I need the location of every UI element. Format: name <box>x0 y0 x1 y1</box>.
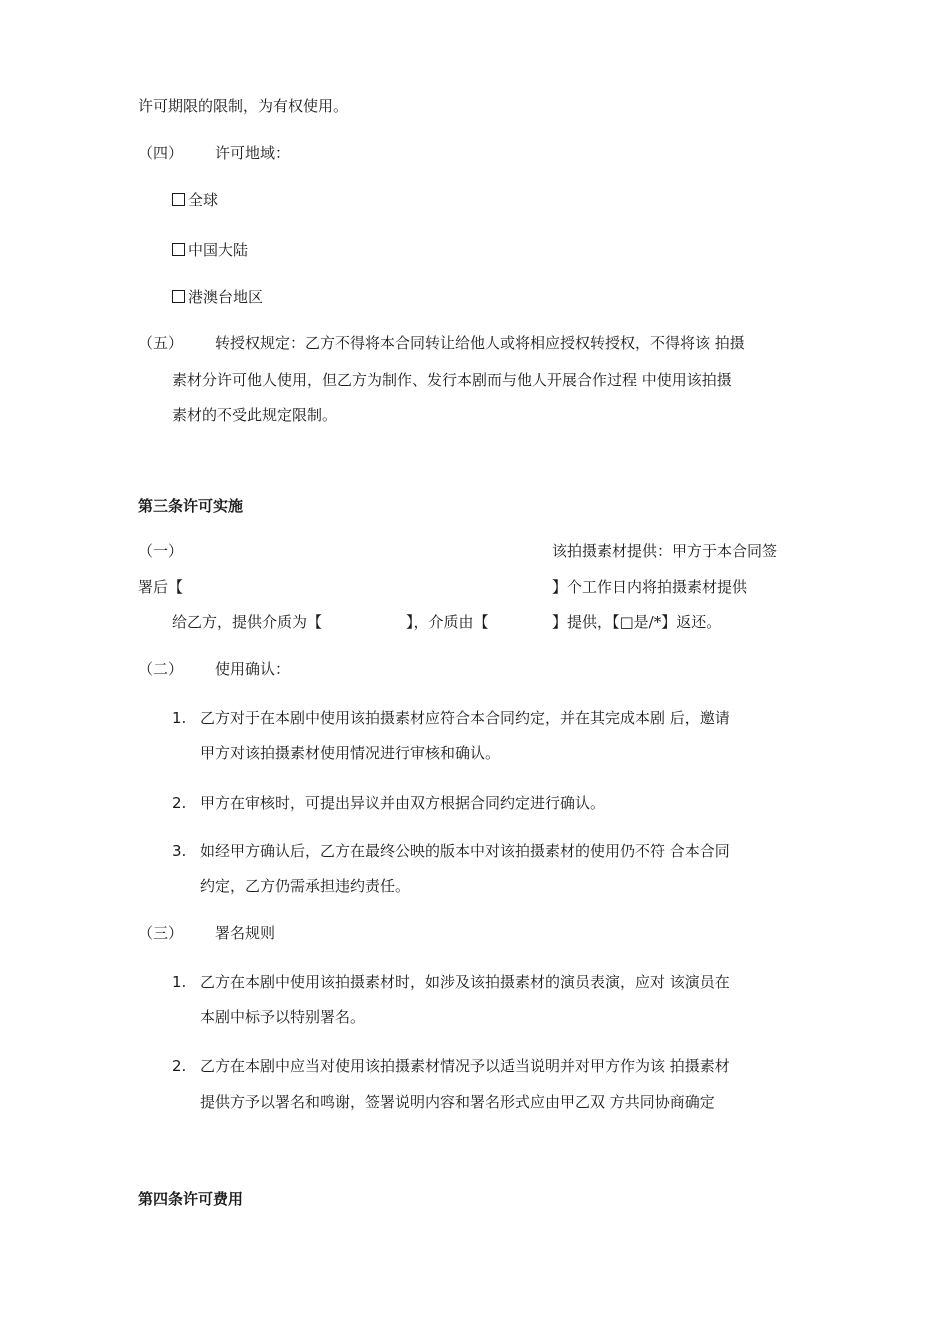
checkbox-icon[interactable] <box>172 243 185 256</box>
paragraph-line: 署后【 <box>138 578 184 596</box>
checkbox-option[interactable] <box>172 240 248 260</box>
checkbox-option[interactable] <box>172 190 218 210</box>
section-heading: 第四条许可费用 <box>138 1190 244 1208</box>
paragraph-line: 给乙方，提供介质为【 <box>172 613 323 631</box>
paragraph-line: 乙方在本剧中应当对使用该拍摄素材情况予以适当说明并对甲方作为该 拍摄素材 <box>200 1057 730 1075</box>
list-item-credit-rules <box>138 923 275 943</box>
paragraph-line: 本剧中标予以特别署名。 <box>200 1008 366 1026</box>
paragraph-line: 乙方对于在本剧中使用该拍摄素材应符合本合同约定，并在其完成本剧 后，邀请 <box>200 709 730 727</box>
paragraph-line: 约定，乙方仍需承担违约责任。 <box>200 877 411 895</box>
paragraph-line: 许可期限的限制，为有权使用。 <box>138 97 349 115</box>
paragraph-line: 如经甲方确认后，乙方在最终公映的版本中对该拍摄素材的使用仍不符 合本合同 <box>200 842 730 860</box>
paragraph-line: 甲方对该拍摄素材使用情况进行审核和确认。 <box>200 744 501 762</box>
list-label: 使用确认： <box>215 660 291 678</box>
list-marker: （三） <box>138 924 184 942</box>
paragraph-line: 素材的不受此规定限制。 <box>172 406 338 424</box>
paragraph-line: 乙方在本剧中使用该拍摄素材时，如涉及该拍摄素材的演员表演，应对 该演员在 <box>200 973 730 991</box>
paragraph-line: 】提供，【□是/*】返还。 <box>552 613 722 631</box>
checkbox-label: 港澳台地区 <box>188 288 264 306</box>
list-label: 许可地域： <box>215 144 291 162</box>
paragraph-line: 】，介质由【 <box>406 613 489 631</box>
list-label: 署名规则 <box>215 924 276 942</box>
numbered-item <box>172 972 730 992</box>
checkbox-option[interactable] <box>172 287 263 307</box>
paragraph-line: 甲方在审核时，可提出异议并由双方根据合同约定进行确认。 <box>200 794 606 812</box>
section-heading: 第三条许可实施 <box>138 497 244 515</box>
list-item-sublicense <box>138 333 745 353</box>
checkbox-icon[interactable] <box>172 290 185 303</box>
checkbox-label: 全球 <box>188 191 219 209</box>
list-item-use-confirmation <box>138 659 290 679</box>
list-marker: （一） <box>138 542 184 560</box>
numbered-item <box>172 793 605 813</box>
checkbox-icon[interactable] <box>172 193 185 206</box>
paragraph-line: 转授权规定：乙方不得将本合同转让给他人或将相应授权转授权，不得将该 拍摄 <box>215 334 745 352</box>
list-marker: （四） <box>138 144 184 162</box>
paragraph-line: 提供方予以署名和鸣谢，签署说明内容和署名形式应由甲乙双 方共同协商确定 <box>200 1093 715 1111</box>
item-number: 1. <box>172 973 187 991</box>
item-number: 1. <box>172 709 187 727</box>
item-number: 2. <box>172 794 187 812</box>
paragraph-line: 素材分许可他人使用，但乙方为制作、发行本剧而与他人开展合作过程 中使用该拍摄 <box>172 371 732 389</box>
list-marker: （二） <box>138 660 184 678</box>
numbered-item <box>172 708 730 728</box>
checkbox-label: 中国大陆 <box>188 241 249 259</box>
paragraph-line: 该拍摄素材提供：甲方于本合同签 <box>552 542 778 560</box>
paragraph-line: 】个工作日内将拍摄素材提供 <box>552 578 748 596</box>
numbered-item <box>172 841 730 861</box>
list-item-territory <box>138 143 290 163</box>
item-number: 2. <box>172 1057 187 1075</box>
item-number: 3. <box>172 842 187 860</box>
numbered-item <box>172 1056 730 1076</box>
list-marker: （五） <box>138 334 184 352</box>
